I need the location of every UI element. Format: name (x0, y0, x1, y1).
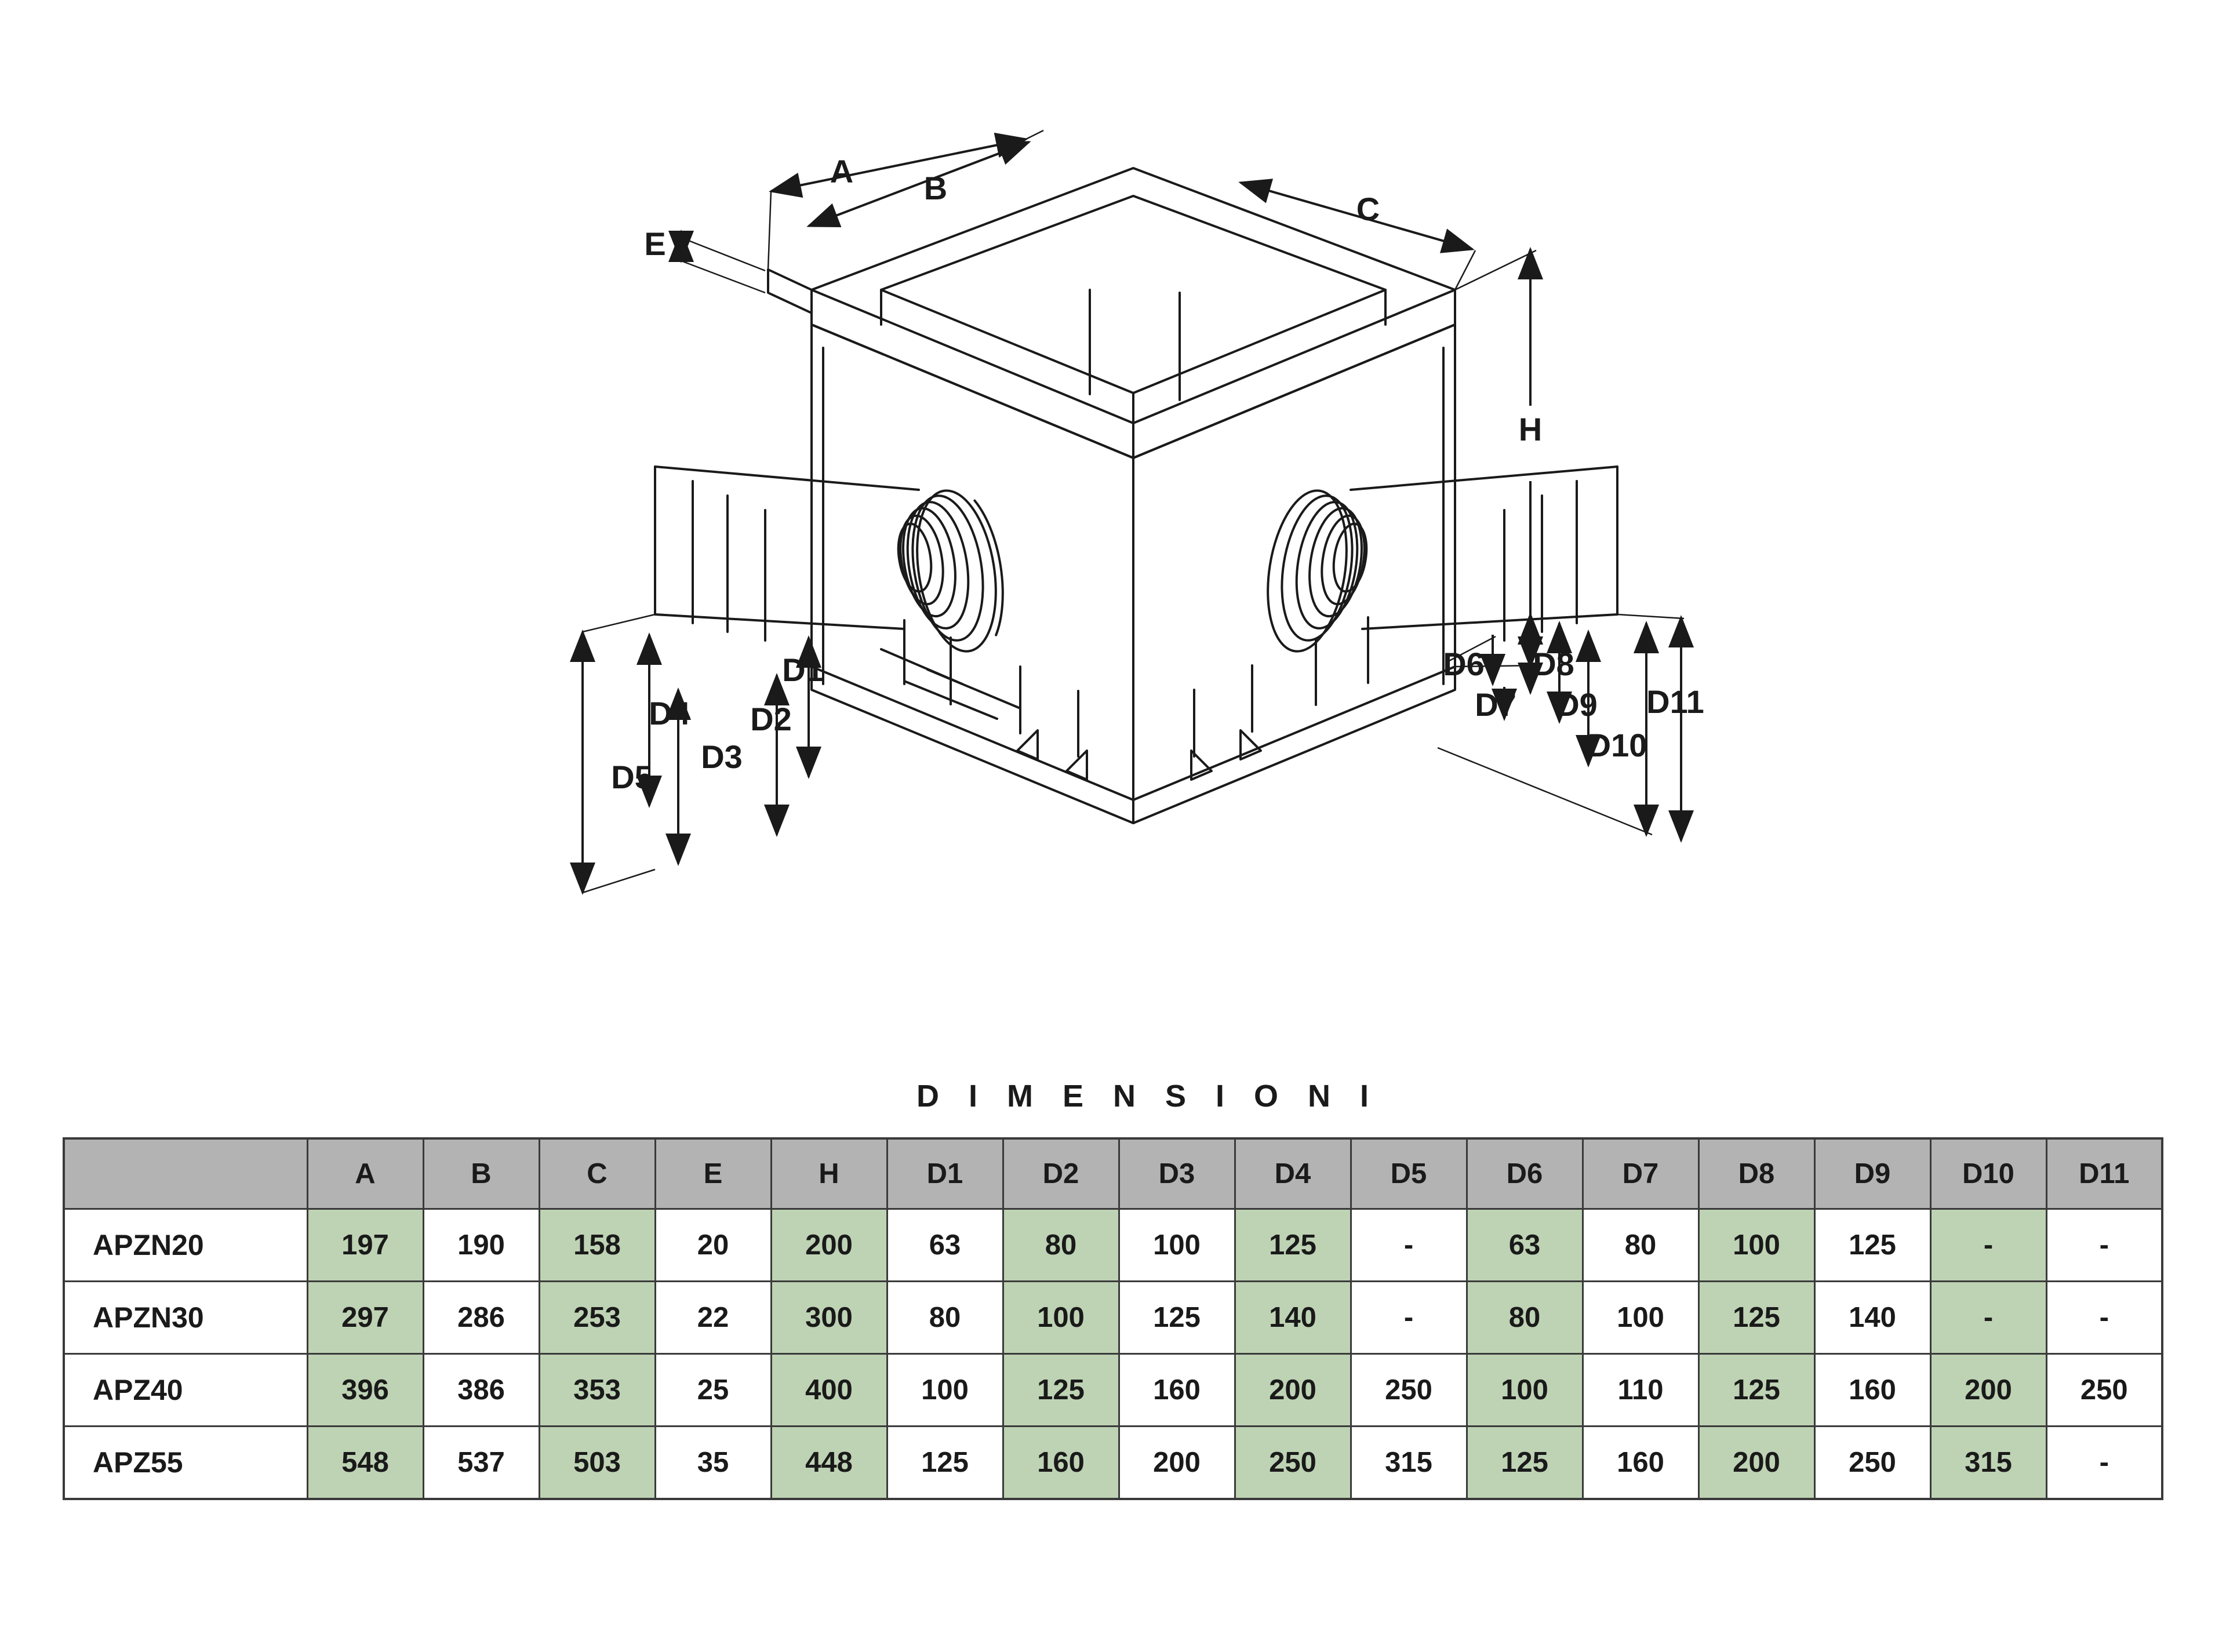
cell-apz55-d6: 125 (1467, 1427, 1583, 1500)
cell-apzn20-d11: - (2046, 1209, 2162, 1282)
cell-apzn20-h: 200 (771, 1209, 887, 1282)
cell-apz40-d1: 100 (887, 1354, 1003, 1427)
label-A: A (830, 153, 854, 190)
table-header-e: E (655, 1138, 771, 1209)
cell-apzn30-d11: - (2046, 1282, 2162, 1354)
cell-apz55-d9: 250 (1814, 1427, 1930, 1500)
cell-apzn30-b: 286 (423, 1282, 539, 1354)
label-D4: D4 (649, 695, 690, 732)
cell-apzn20-d2: 80 (1003, 1209, 1119, 1282)
label-D8: D8 (1533, 646, 1574, 682)
cell-apz40-d3: 160 (1119, 1354, 1235, 1427)
label-B: B (923, 170, 948, 206)
label-H: H (1518, 411, 1543, 447)
cell-apzn30-a: 297 (307, 1282, 423, 1354)
label-D11: D11 (1646, 683, 1704, 720)
cell-apz40-d6: 100 (1467, 1354, 1583, 1427)
cell-apz55-b: 537 (423, 1427, 539, 1500)
label-C: C (1356, 191, 1380, 227)
cell-apz55-h: 448 (771, 1427, 887, 1500)
cell-apzn30-d3: 125 (1119, 1282, 1235, 1354)
cell-apz55-a: 548 (307, 1427, 423, 1500)
table-header-b: B (423, 1138, 539, 1209)
table-header-a: A (307, 1138, 423, 1209)
cell-apzn20-d3: 100 (1119, 1209, 1235, 1282)
cell-apz40-d4: 200 (1235, 1354, 1351, 1427)
table-header-row (64, 1138, 2162, 1209)
cell-apz40-d11: 250 (2046, 1354, 2162, 1427)
cell-apzn30-c: 253 (539, 1282, 655, 1354)
cell-apzn30-d8: 125 (1698, 1282, 1814, 1354)
cell-apzn20-d8: 100 (1698, 1209, 1814, 1282)
table-row (64, 1354, 2162, 1427)
cell-apz55-d5: 315 (1351, 1427, 1467, 1500)
table-header-h: H (771, 1138, 887, 1209)
body-right-face (1133, 325, 1455, 823)
cell-apz40-b: 386 (423, 1354, 539, 1427)
row-label-apz40: APZ40 (64, 1354, 307, 1427)
cell-apzn20-e: 20 (655, 1209, 771, 1282)
label-D10: D10 (1587, 727, 1647, 763)
cell-apz40-d2: 125 (1003, 1354, 1119, 1427)
table-body (64, 1209, 2162, 1500)
cell-apz55-d4: 250 (1235, 1427, 1351, 1500)
table-header-d5: D5 (1351, 1138, 1467, 1209)
cell-apzn30-d5: - (1351, 1282, 1467, 1354)
cell-apz40-a: 396 (307, 1354, 423, 1427)
cell-apzn20-d4: 125 (1235, 1209, 1351, 1282)
cell-apzn20-d6: 63 (1467, 1209, 1583, 1282)
table-row (64, 1282, 2162, 1354)
body-left-face (812, 325, 1133, 823)
cell-apzn30-d6: 80 (1467, 1282, 1583, 1354)
table-header-d7: D7 (1583, 1138, 1698, 1209)
cell-apzn20-d7: 80 (1583, 1209, 1698, 1282)
cell-apz55-d10: 315 (1930, 1427, 2046, 1500)
label-D9: D9 (1556, 686, 1598, 723)
table-row (64, 1209, 2162, 1282)
cell-apz40-h: 400 (771, 1354, 887, 1427)
cell-apz55-e: 35 (655, 1427, 771, 1500)
cell-apzn30-d9: 140 (1814, 1282, 1930, 1354)
right-outlet-boss (1257, 485, 1371, 657)
table-row (64, 1427, 2162, 1500)
cell-apz55-d2: 160 (1003, 1427, 1119, 1500)
dimensions-section (0, 1078, 2226, 1500)
cell-apz40-d9: 160 (1814, 1354, 1930, 1427)
table-header-d1: D1 (887, 1138, 1003, 1209)
table-title: D I M E N S I O N I (916, 1079, 1380, 1114)
label-D1: D1 (782, 652, 824, 688)
table-header-corner (64, 1138, 307, 1209)
dimensions-table (63, 1137, 2163, 1500)
cell-apzn30-e: 22 (655, 1282, 771, 1354)
cell-apzn20-b: 190 (423, 1209, 539, 1282)
cell-apzn20-d10: - (1930, 1209, 2046, 1282)
table-header-d4: D4 (1235, 1138, 1351, 1209)
label-D3: D3 (701, 738, 743, 775)
cell-apzn30-h: 300 (771, 1282, 887, 1354)
cell-apz55-d7: 160 (1583, 1427, 1698, 1500)
cell-apzn30-d10: - (1930, 1282, 2046, 1354)
row-label-apzn30: APZN30 (64, 1282, 307, 1354)
cell-apz55-d11: - (2046, 1427, 2162, 1500)
table-header-d10: D10 (1930, 1138, 2046, 1209)
table-header-d3: D3 (1119, 1138, 1235, 1209)
label-D7: D7 (1475, 686, 1516, 723)
label-D5: D5 (611, 759, 653, 795)
cell-apzn20-d9: 125 (1814, 1209, 1930, 1282)
cell-apz40-d5: 250 (1351, 1354, 1467, 1427)
label-D6: D6 (1443, 646, 1485, 682)
row-label-apz55: APZ55 (64, 1427, 307, 1500)
table-header-d6: D6 (1467, 1138, 1583, 1209)
cell-apz40-c: 353 (539, 1354, 655, 1427)
row-label-apzn20: APZN20 (64, 1209, 307, 1282)
table-header-d2: D2 (1003, 1138, 1119, 1209)
label-D2: D2 (750, 701, 792, 737)
cell-apzn30-d2: 100 (1003, 1282, 1119, 1354)
cell-apz40-d8: 125 (1698, 1354, 1814, 1427)
left-outlet-boss (894, 485, 1006, 657)
label-E: E (644, 225, 666, 262)
cell-apzn20-d1: 63 (887, 1209, 1003, 1282)
table-header-d8: D8 (1698, 1138, 1814, 1209)
box-body-outline (655, 168, 1617, 823)
cell-apzn30-d7: 100 (1583, 1282, 1698, 1354)
cell-apz40-d7: 110 (1583, 1354, 1698, 1427)
cell-apz55-c: 503 (539, 1427, 655, 1500)
table-header-d11: D11 (2046, 1138, 2162, 1209)
table-header-d9: D9 (1814, 1138, 1930, 1209)
table-header-c: C (539, 1138, 655, 1209)
cell-apz55-d8: 200 (1698, 1427, 1814, 1500)
cell-apzn30-d1: 80 (887, 1282, 1003, 1354)
cell-apzn20-c: 158 (539, 1209, 655, 1282)
cell-apzn20-a: 197 (307, 1209, 423, 1282)
rim-inner-opening (881, 196, 1385, 393)
cell-apz40-e: 25 (655, 1354, 771, 1427)
cell-apzn30-d4: 140 (1235, 1282, 1351, 1354)
cell-apz40-d10: 200 (1930, 1354, 2046, 1427)
cell-apz55-d3: 200 (1119, 1427, 1235, 1500)
cell-apz55-d1: 125 (887, 1427, 1003, 1500)
cell-apzn20-d5: - (1351, 1209, 1467, 1282)
